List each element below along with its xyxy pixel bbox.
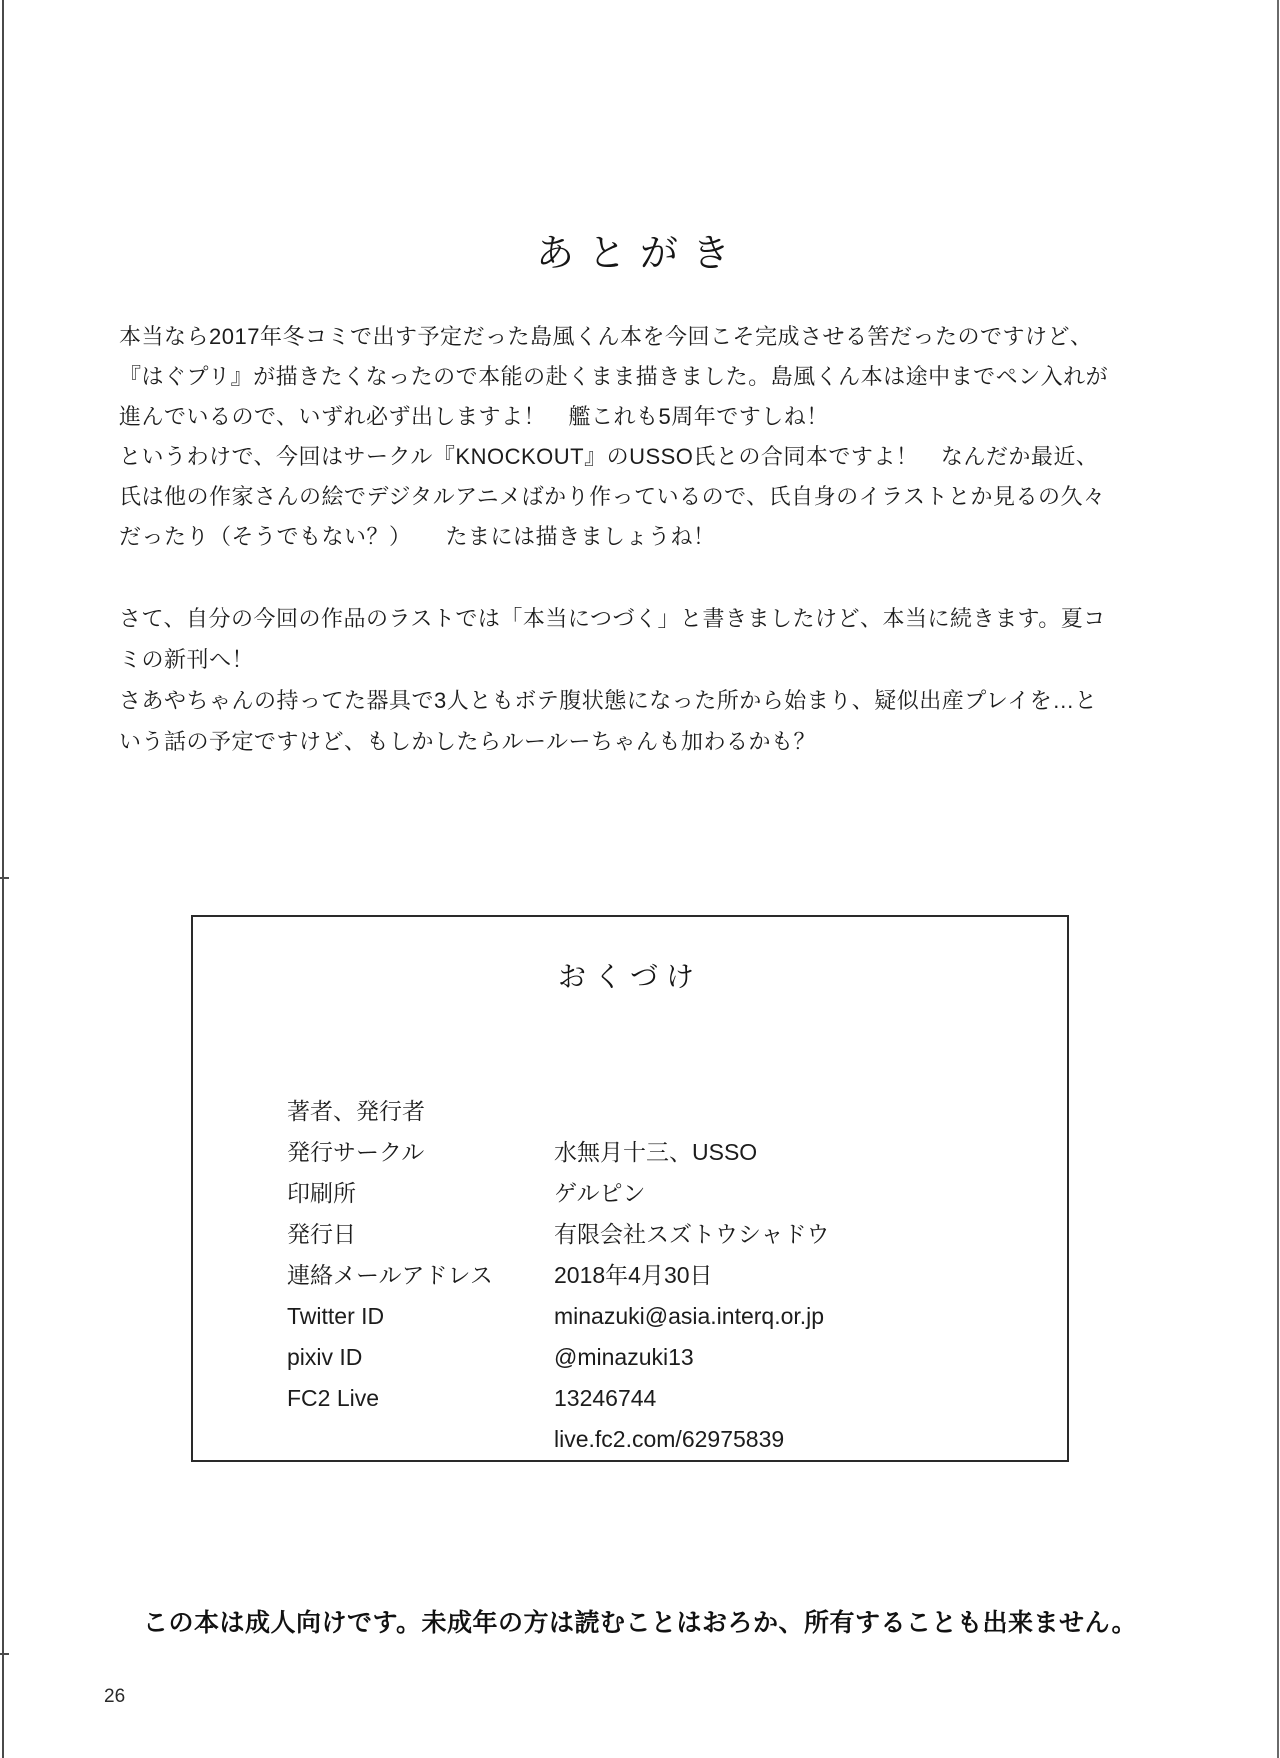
colophon-value: 水無月十三、USSO xyxy=(554,1139,758,1165)
colophon-value: 有限会社スズトウシャドウ xyxy=(554,1221,830,1247)
colophon-label: 著者、発行者 xyxy=(287,1098,425,1124)
colophon-value: minazuki@asia.interq.or.jp xyxy=(554,1303,825,1329)
colophon-label: 発行日 xyxy=(287,1221,356,1247)
paragraph-line: ミの新刊へ！ xyxy=(119,647,255,672)
afterword-paragraph-2 xyxy=(119,598,1169,762)
colophon-value: 13246744 xyxy=(554,1385,657,1411)
page-title: あとがき xyxy=(535,233,744,275)
paragraph-line: というわけで、今回はサークル『KNOCKOUT』のUSSO氏との合同本ですよ！ なんだか最近、 xyxy=(119,444,1099,469)
paragraph-line: 進んでいるので、いずれ必ず出しますよ！ 艦これも5周年ですしね！ xyxy=(119,404,829,429)
colophon-label: 連絡メールアドレス xyxy=(287,1262,493,1288)
adult-content-warning: この本は成人向けです。未成年の方は読むことはおろか、所有することも出来ません。 xyxy=(142,1609,1137,1637)
paragraph-line: いう話の予定ですけど、もしかしたらルールーちゃんも加わるかも？ xyxy=(119,729,817,754)
page-number: 26 xyxy=(104,1686,126,1707)
paragraph-line: 本当なら2017年冬コミで出す予定だった島風くん本を今回こそ完成させる筈だったのですけど、 xyxy=(119,324,1093,349)
colophon-value: 2018年4月30日 xyxy=(554,1262,713,1288)
paragraph-line: だったり（そうでもない？） たまには描きましょうね！ xyxy=(119,524,716,549)
paragraph-line: 氏は他の作家さんの絵でデジタルアニメばかり作っているので、氏自身のイラストとか見るの久々 xyxy=(119,484,1106,509)
colophon-label: FC2 Live xyxy=(287,1385,380,1411)
colophon-label: Twitter ID xyxy=(287,1303,385,1329)
colophon-label: 印刷所 xyxy=(287,1180,356,1206)
colophon-value: live.fc2.com/62975839 xyxy=(554,1426,785,1452)
paragraph-line: 『はぐプリ』が描きたくなったので本能の赴くまま描きました。島風くん本は途中までペン入れが xyxy=(119,364,1109,389)
colophon-label: 発行サークル xyxy=(287,1139,425,1165)
afterword-paragraph-1 xyxy=(119,317,1169,557)
colophon-box xyxy=(191,915,1069,1462)
paragraph-line: さて、自分の今回の作品のラストでは「本当につづく」と書きましたけど、本当に続きます。夏コ xyxy=(119,606,1106,631)
registration-tick-upper xyxy=(0,877,9,879)
registration-tick-lower xyxy=(0,1653,9,1655)
paragraph-line: さあやちゃんの持ってた器具で3人ともボテ腹状態になった所から始まり、疑似出産プレイを…と xyxy=(119,688,1098,713)
colophon-value: ゲルピン xyxy=(554,1180,646,1206)
colophon-rows xyxy=(193,1050,1067,1452)
colophon-title: おくづけ xyxy=(557,961,702,992)
colophon-label: pixiv ID xyxy=(287,1344,363,1370)
colophon-value: @minazuki13 xyxy=(554,1344,694,1370)
